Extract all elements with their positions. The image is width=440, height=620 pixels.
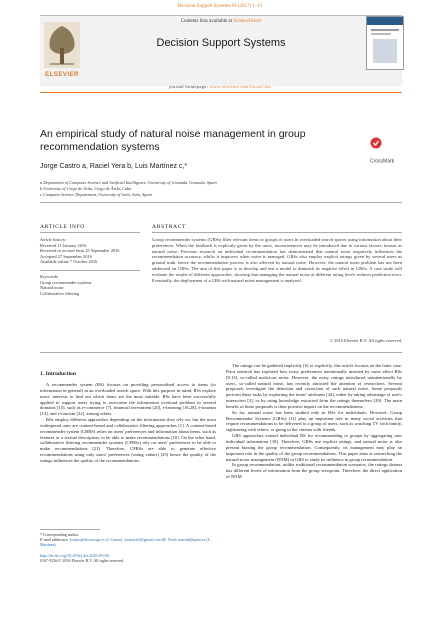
intro-left-column	[40, 382, 216, 464]
email-label: E-mail addresses:	[40, 537, 69, 542]
author-emails[interactable]: jcastro@decsai.ugr.es (J. Castro), yeraraciel@gmail.com (R. Yera), martin@ujaen.es (L. Martínez).	[40, 537, 212, 547]
intro-paragraph: So far, natural noise has been studied only in RSs for individuals. However, Group Recommender Systems (GRSs) [11] play an important role in many social activities that require recommendations to be delivered to a group of users, such as watching TV with family, sightseeing with others, or going to the cinema with friends.	[226, 409, 402, 433]
affiliation-c: c Computer Science Department, University of Jaén, Jaén, Spain	[40, 192, 152, 197]
email-note	[40, 537, 216, 547]
keyword-item: Collaborative filtering	[40, 290, 80, 296]
keyword-item: Natural noise	[40, 285, 64, 291]
issn-line: 0167-9236/© 2016 Elsevier B.V. All rights reserved.	[40, 558, 125, 563]
history-label: Article history:	[40, 237, 67, 242]
journal-reference[interactable]: Decision Support Systems 94 (2017) 1–11	[177, 4, 263, 9]
contents-prefix: Contents lists available at	[180, 19, 234, 24]
keywords-label: Keywords:	[40, 274, 59, 279]
header-divider	[40, 92, 402, 93]
abstract-divider	[152, 232, 402, 233]
crossmark-badge[interactable]	[370, 134, 406, 165]
journal-header-box	[40, 15, 402, 86]
journal-cover-thumbnail	[366, 16, 404, 70]
abstract-heading: ABSTRACT	[152, 224, 187, 230]
author-list: Jorge Castro a, Raciel Yera b, Luis Martínez c,*	[40, 163, 188, 170]
contents-line	[40, 19, 402, 24]
elsevier-tree-logo	[40, 18, 84, 80]
article-history	[40, 237, 145, 265]
homepage-prefix: journal homepage:	[168, 84, 210, 89]
history-received: Received 11 January 2016	[40, 242, 87, 248]
affiliation-a: a Department of Computer Science and Artificial Intelligence, University of Granada, Granada, Spain	[40, 180, 217, 185]
crossmark-icon	[370, 136, 382, 150]
homepage-line	[0, 84, 440, 89]
crossmark-label: CrossMark	[370, 158, 395, 165]
keywords-block	[40, 274, 145, 296]
history-revised: Received in revised form 25 September 2016	[40, 248, 120, 254]
keyword-item: Group recommender systems	[40, 279, 92, 285]
history-online: Available online 7 October 2016	[40, 259, 98, 265]
intro-paragraph: GRS approaches extend individual RS for recommending to groups by aggregating user individual information [18]. Therefore, GRSs use explicit ratings, and natural noise is also present biasing the group recommendation. Consequently, its management may play an important role in the quality of the group recommendations. This paper aims at researching the natural noise management (NNM) in GRS to study its influence in group recommendation.	[226, 433, 402, 462]
publication-info	[40, 553, 240, 563]
title-line-2: recommendation systems	[40, 141, 160, 153]
publisher-name: ELSEVIER	[45, 72, 79, 78]
history-accepted: Accepted 27 September 2016	[40, 253, 92, 259]
abstract-text: Group recommender systems (GRSs) filter relevant items to groups of users in overloaded search spaces using information about their preferences. When the feedback is explicitly given by the users, inconsistencies may be introduced due to various factors, known as natural noise. Previous research on individual recommendation has demonstrated that natural noise negatively influences the recommendation accuracy, whilst it improves when noise is managed. GRSs also employ explicit ratings given by several users as ground truth, hence the recommendation process is also affected by natural noise. However, the natural noise problem has not been addressed on GRSs. The aim of this paper is to develop and test a model to diminish its negative effect in GRSs. A case study will evaluate the results of different approaches, showing that managing the natural noise at different rating levels reduces prediction error. Eventually, the deployment of a GRS with natural noise management is analysed.	[152, 237, 402, 283]
sciencedirect-link[interactable]: ScienceDirect	[233, 19, 262, 24]
abstract-copyright: © 2016 Elsevier B.V. All rights reserved.	[329, 338, 402, 343]
article-info-divider	[40, 232, 140, 233]
journal-homepage-link[interactable]: www.elsevier.com/locate/dss	[209, 84, 272, 89]
introduction-heading: 1. Introduction	[40, 371, 76, 377]
corresponding-author-note: * Corresponding author.	[40, 532, 79, 537]
footnote-divider	[40, 529, 100, 530]
intro-paragraph: The ratings can be gathered implicitly [6] or explicitly, this article focuses on the latter case. Prior research has explored how noisy preferences intentionally inserted by users affect RSs [8,13], so-called malicious noise. However, the noisy ratings introduced unintentionally by users, so-called natural noise, has recently attracted the attention of researchers. Several proposals investigate the detection and correction of such natural noise. Some proposals perform these tasks by exploiting the items' attributes [24], either by taking advantage of user's interaction [3], or by using knowledge extracted from the ratings themselves [29]. The main benefit of these proposals is their positive impact on the recommendations.	[226, 363, 402, 409]
abstract-bottom-divider	[40, 352, 402, 353]
journal-title: Decision Support Systems	[156, 37, 286, 49]
intro-paragraph: RSs employ different approaches depending on the information they rely on, but the most widespread ones are content-based and collaborative filtering approaches [1]. A content-based recommender system (CBRS) relies on users' preferences and information about items, such as features or a textual description, to be able to make recommendations [10]. On the other hand, collaborative filtering recommender systems (CFRSs) rely on users' preferences to be able to make recommendations [21]. Therefore, CFRSs are able to generate effective recommendations using only users' preferences (rating values) [25] hence the quality of the ratings influences the quality of the recommendations.	[40, 417, 216, 463]
intro-paragraph: A recommender system (RS) focuses on providing personalised access to items (or information in general) in an overloaded search space. With this purpose in mind, RSs explore users' interests to find out which items are the most suitable. RSs have been successfully applied to support users trying to overcome the information overload problem in several domains [15], such as e-commerce [7], financial investment [20], e-learning [16,28], e-tourism [14], and e-tourism [22], among others.	[40, 382, 216, 417]
article-info-heading: ARTICLE INFO	[40, 224, 85, 230]
title-line-1: An empirical study of natural noise management in group	[40, 128, 306, 140]
intro-paragraph: In group recommendation, unlike traditional recommendation scenarios, the ratings dataset has different levels of information from the group viewpoint. Therefore, the direct application of NNM	[226, 462, 402, 480]
doi-link[interactable]: http://dx.doi.org/10.1016/j.dss.2016.09.020	[40, 553, 110, 558]
keywords-divider	[40, 270, 140, 271]
intro-right-column	[226, 363, 402, 480]
affiliation-divider	[40, 202, 402, 203]
affiliation-b: b University of Ciego de Ávila, Ciego de Ávila, Cuba	[40, 186, 132, 191]
footnotes	[40, 532, 216, 547]
article-title	[40, 128, 350, 154]
